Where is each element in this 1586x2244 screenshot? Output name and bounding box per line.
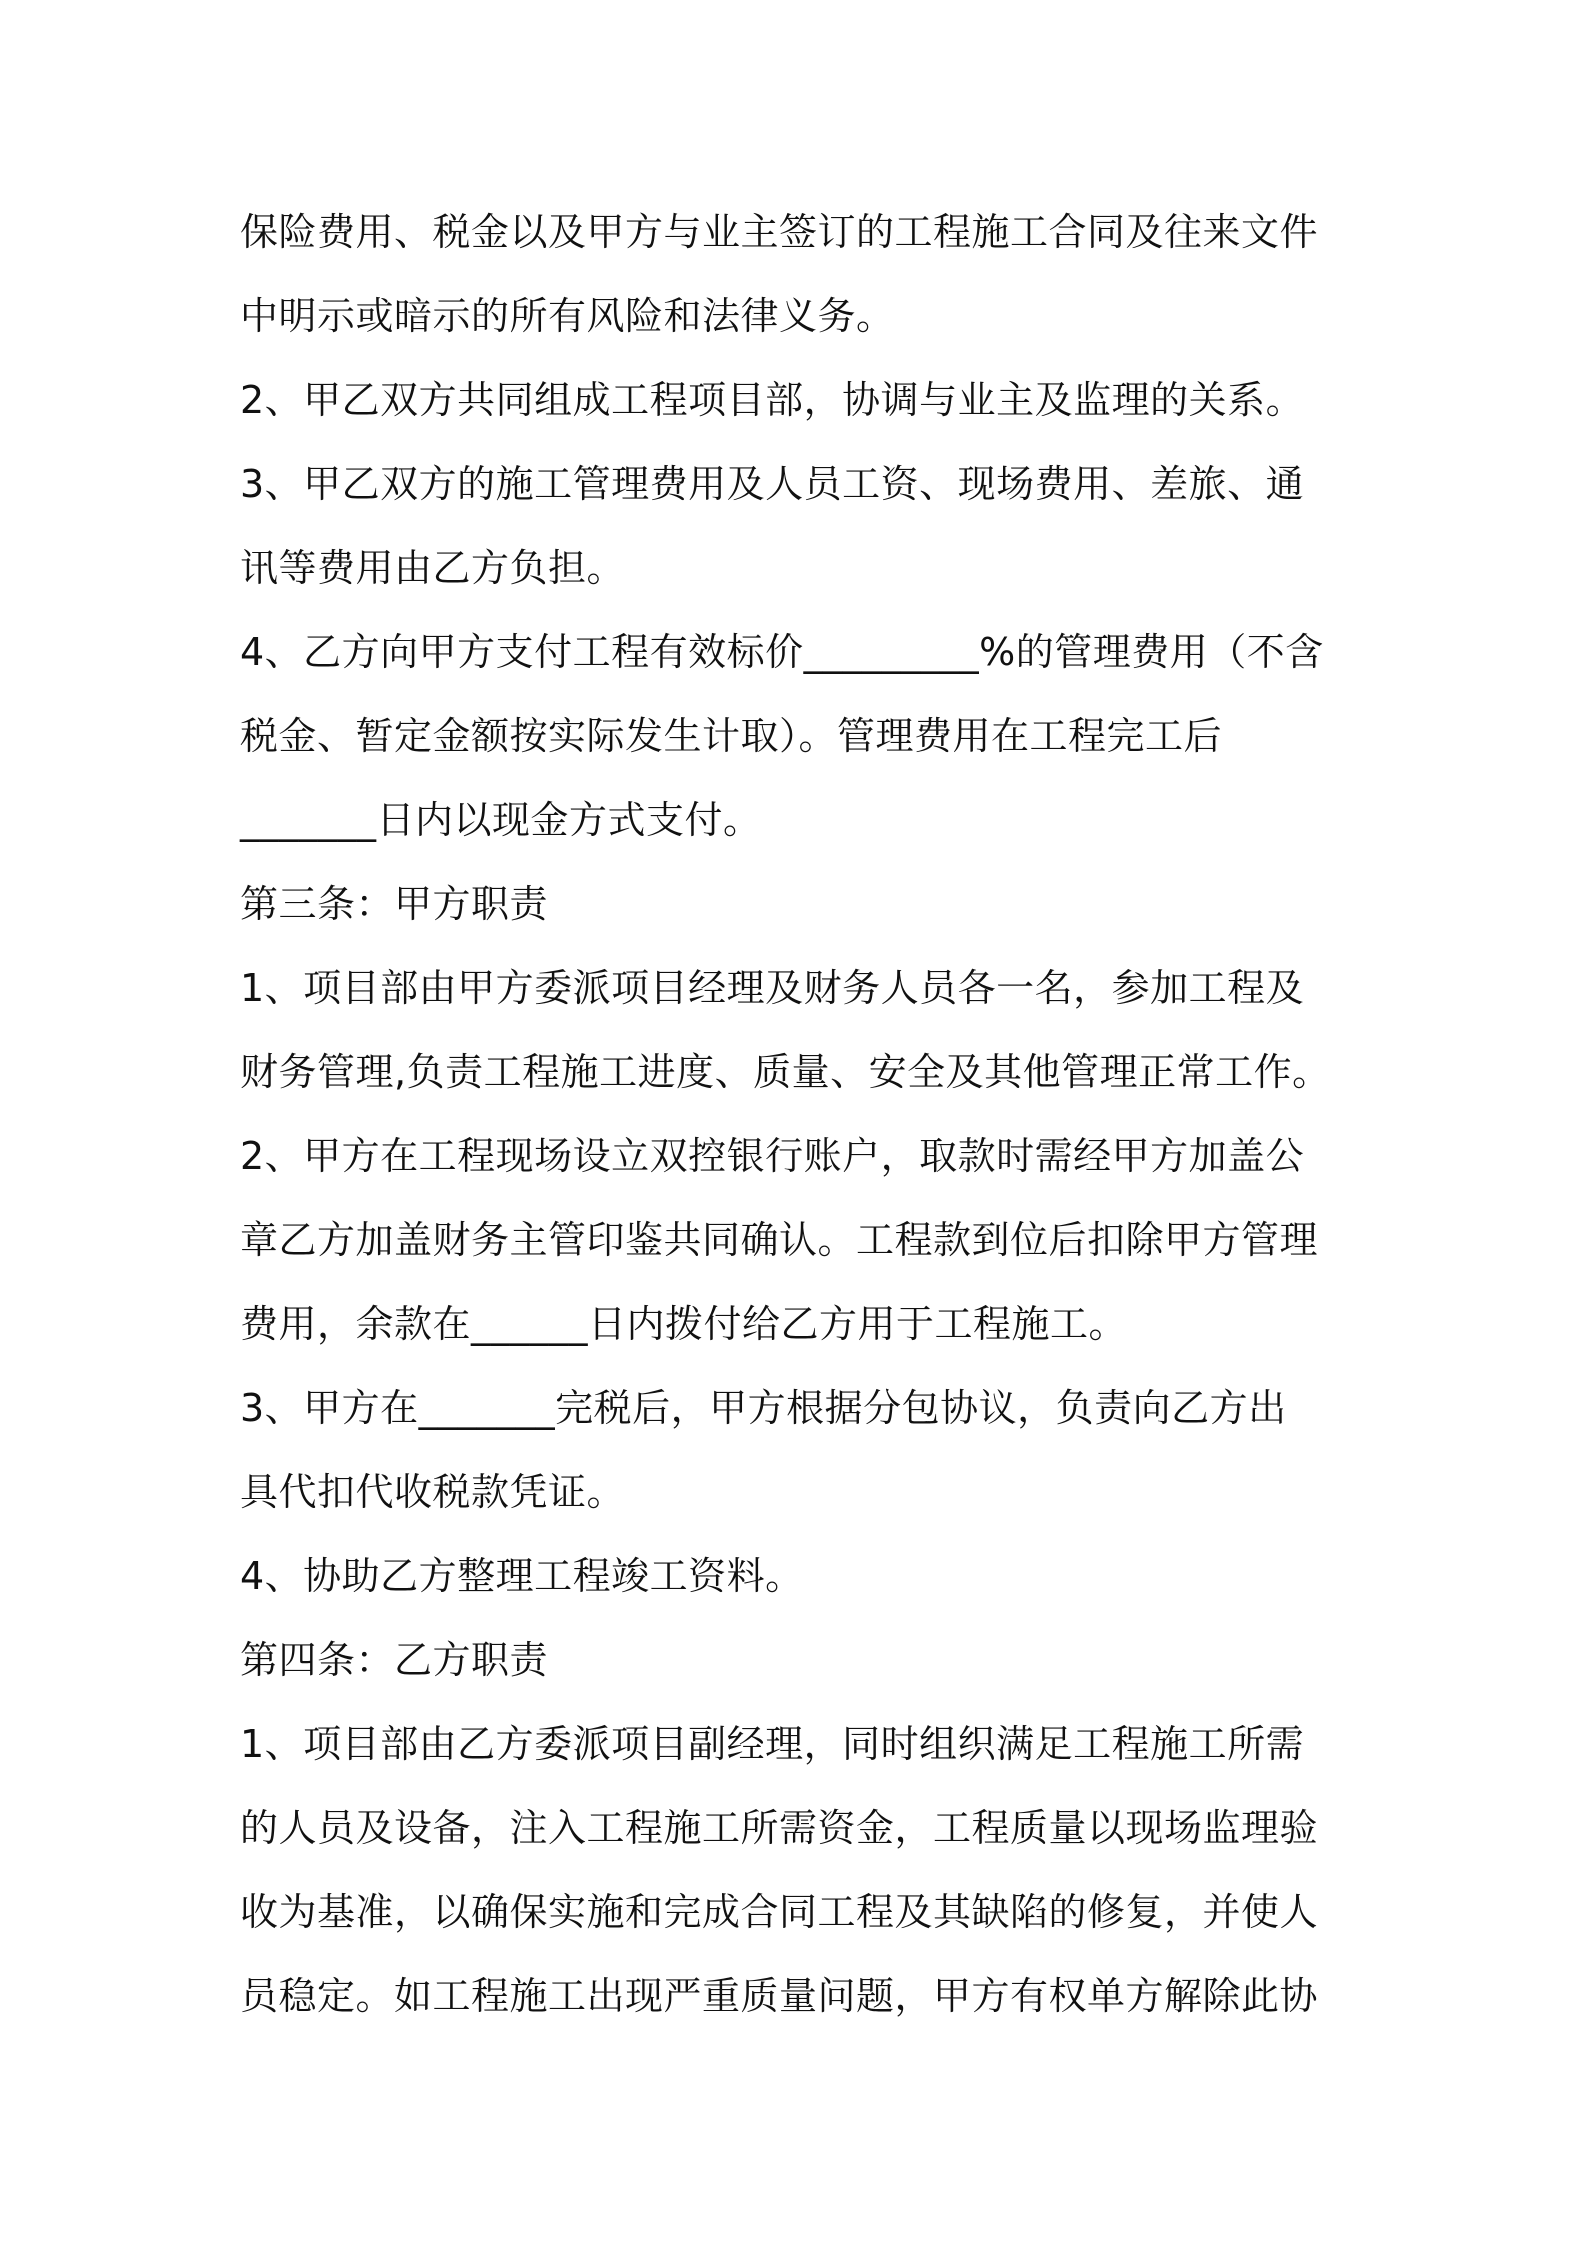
- text-line: 具代扣代收税款凭证。: [240, 1470, 626, 1514]
- section-heading-article-4: 第四条：乙方职责: [240, 1638, 549, 1682]
- text-line: 财务管理,负责工程施工进度、质量、安全及其他管理正常工作。: [240, 1050, 1331, 1094]
- party-a-duty-2-line: 2、甲方在工程现场设立双控银行账户，取款时需经甲方加盖公: [240, 1134, 1305, 1178]
- text-line: 保险费用、税金以及甲方与业主签订的工程施工合同及往来文件: [240, 210, 1319, 254]
- text-line: 章乙方加盖财务主管印鉴共同确认。工程款到位后扣除甲方管理: [240, 1218, 1319, 1262]
- text-line: 收为基准，以确保实施和完成合同工程及其缺陷的修复，并使人: [240, 1890, 1319, 1934]
- clause-2-line: 2、甲乙双方共同组成工程项目部，协调与业主及监理的关系。: [240, 378, 1305, 422]
- party-a-duty-3-line: 3、甲方在_______完税后，甲方根据分包协议，负责向乙方出: [240, 1386, 1287, 1430]
- text-line: 税金、暂定金额按实际发生计取）。管理费用在工程完工后: [240, 714, 1223, 758]
- text-line: 中明示或暗示的所有风险和法律义务。: [240, 294, 895, 338]
- party-b-duty-1-line: 1、项目部由乙方委派项目副经理，同时组织满足工程施工所需: [240, 1722, 1305, 1766]
- text-line: 员稳定。如工程施工出现严重质量问题，甲方有权单方解除此协: [240, 1974, 1319, 2018]
- party-a-duty-1-line: 1、项目部由甲方委派项目经理及财务人员各一名，参加工程及: [240, 966, 1305, 1010]
- text-line: _______日内以现金方式支付。: [240, 798, 762, 842]
- document-body: [240, 190, 1355, 2038]
- text-line: 讯等费用由乙方负担。: [240, 546, 626, 590]
- section-heading-article-3: 第三条：甲方职责: [240, 882, 549, 926]
- text-line: 的人员及设备，注入工程施工所需资金，工程质量以现场监理验: [240, 1806, 1319, 1850]
- party-a-duty-4-line: 4、协助乙方整理工程竣工资料。: [240, 1554, 804, 1598]
- text-line: 费用，余款在______日内拨付给乙方用于工程施工。: [240, 1302, 1128, 1346]
- clause-4-line: 4、乙方向甲方支付工程有效标价_________%的管理费用（不含: [240, 630, 1324, 674]
- clause-3-line: 3、甲乙双方的施工管理费用及人员工资、现场费用、差旅、通: [240, 462, 1305, 506]
